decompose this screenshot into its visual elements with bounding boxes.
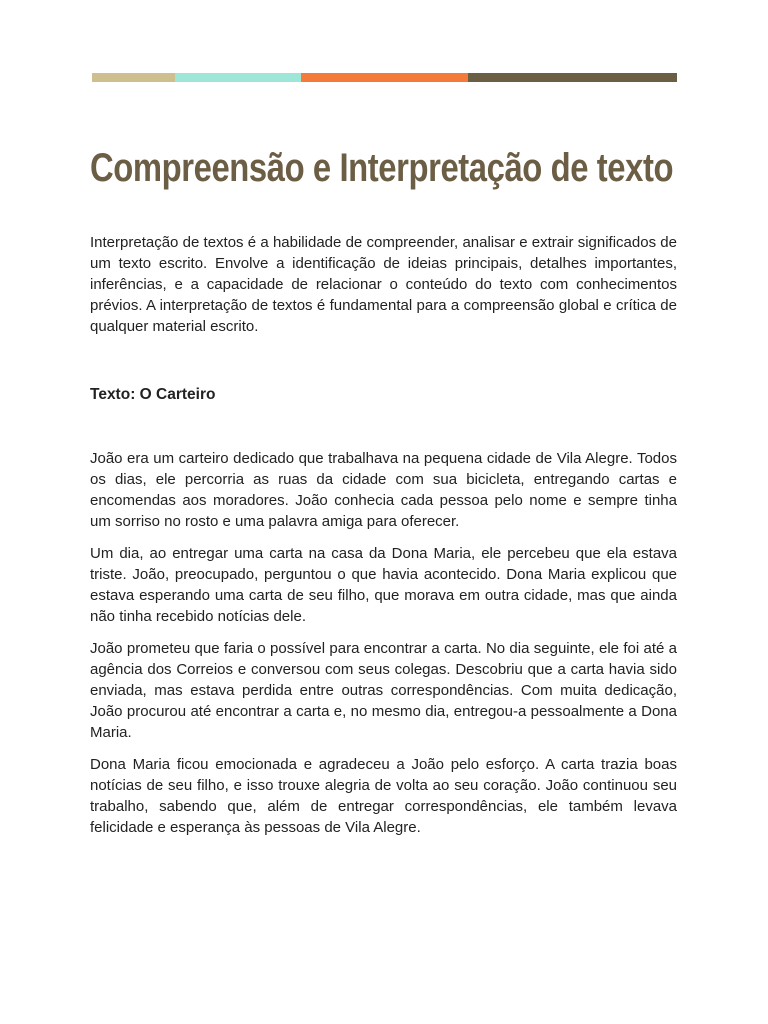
story-paragraph-1: João era um carteiro dedicado que trabalhava na pequena cidade de Vila Alegre. Todos os dias, ele percorria as ruas da cidade com sua bicicleta, entregando cartas e encomendas aos moradores. João conhecia cada pessoa pelo nome e sempre tinha um sorriso no rosto e uma palavra amiga para oferecer. (90, 450, 677, 530)
color-bar-segment-1 (92, 73, 175, 82)
story-body (90, 448, 677, 849)
intro-paragraph: Interpretação de textos é a habilidade de compreender, analisar e extrair significados de um texto escrito. Envolve a identificação de ideias principais, detalhes importantes, inferências, e a capacidade de relacionar o conteúdo do texto com conhecimentos prévios. A interpretação de textos é fundamental para a compreensão global e crítica de qualquer material escrito. (90, 234, 677, 335)
decorative-color-bar (92, 73, 677, 82)
section-heading: Texto: O Carteiro (90, 386, 216, 403)
story-paragraph-3: João prometeu que faria o possível para encontrar a carta. No dia seguinte, ele foi até a agência dos Correios e conversou com seus colegas. Descobriu que a carta havia sido enviada, mas estava perdida entre outras correspondências. Com muita dedicação, João procurou até encontrar a carta e, no mesmo dia, entregou-a pessoalmente a Dona Maria. (90, 640, 677, 741)
color-bar-segment-3 (301, 73, 468, 82)
story-paragraph-4: Dona Maria ficou emocionada e agradeceu a João pelo esforço. A carta trazia boas notícias de seu filho, e isso trouxe alegria de volta ao seu coração. João continuou seu trabalho, sabendo que, além de entregar correspondências, ele também levava felicidade e esperança às pessoas de Vila Alegre. (90, 756, 677, 836)
color-bar-segment-4 (468, 73, 677, 82)
color-bar-segment-2 (175, 73, 301, 82)
page-title: Compreensão e Interpretação de texto (90, 146, 674, 190)
story-paragraph-2: Um dia, ao entregar uma carta na casa da Dona Maria, ele percebeu que ela estava triste. João, preocupado, perguntou o que havia acontecido. Dona Maria explicou que estava esperando uma carta de seu filho, que morava em outra cidade, mas que ainda não tinha recebido notícias dele. (90, 545, 677, 625)
